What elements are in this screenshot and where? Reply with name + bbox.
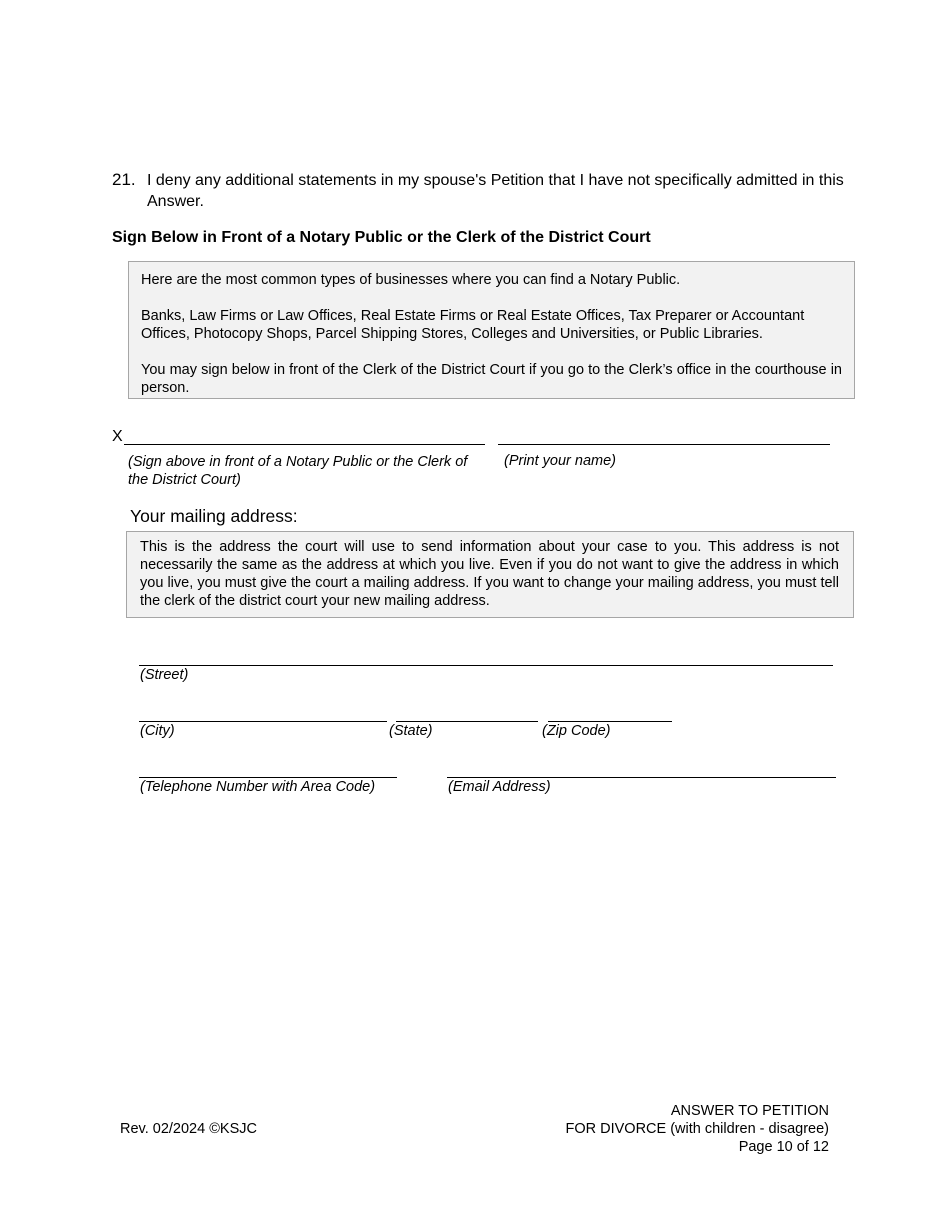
notary-info-box — [128, 261, 855, 399]
mailing-address-label: Your mailing address: — [130, 506, 298, 526]
page-number: Page 10 of 12 — [738, 1139, 829, 1155]
zip-caption: (Zip Code) — [542, 723, 611, 739]
revision-note: Rev. 02/2024 ©KSJC — [120, 1121, 257, 1137]
footer-doc-title — [566, 1102, 830, 1156]
street-caption: (Street) — [140, 667, 189, 683]
city-caption: (City) — [140, 723, 175, 739]
item-number: 21. — [112, 170, 136, 189]
street-line[interactable] — [139, 665, 833, 666]
doc-title-line-2: FOR DIVORCE (with children - disagree) — [565, 1121, 829, 1137]
clerk-note: You may sign below in front of the Clerk of the District Court if you go to the Clerk’s office in the courthouse in person. — [141, 362, 842, 396]
notary-businesses: Banks, Law Firms or Law Offices, Real Estate Firms or Real Estate Offices, Tax Preparer or Accountant Offices, Photocopy Shops, Parcel Shipping Stores, Colleges and Universities, or Public Libraries. — [141, 308, 805, 342]
mailing-info-box: This is the address the court will use to send information about your case to you. This address is not necessarily the same as the address at which you live. Even if you do not want to give the address in which you live, you must give the court a mailing address. If you want to change your mailing address, you must tell the clerk of the district court your new mailing address. — [126, 531, 854, 618]
email-caption: (Email Address) — [448, 779, 551, 795]
state-caption: (State) — [389, 723, 433, 739]
notary-intro: Here are the most common types of businesses where you can find a Notary Public. — [141, 272, 681, 288]
sign-heading: Sign Below in Front of a Notary Public or the Clerk of the District Court — [112, 229, 651, 246]
signature-x-mark: X — [112, 428, 123, 445]
phone-caption: (Telephone Number with Area Code) — [140, 779, 376, 795]
city-line[interactable] — [139, 721, 387, 722]
doc-title-line-1: ANSWER TO PETITION — [670, 1103, 829, 1119]
print-name-caption: (Print your name) — [504, 453, 617, 469]
print-name-line[interactable] — [498, 444, 830, 445]
item-21-text: I deny any additional statements in my spouse's Petition that I have not specifically admitted in this Answer. — [147, 172, 844, 210]
sign-caption: (Sign above in front of a Notary Public or the Clerk of the District Court) — [128, 454, 468, 488]
signature-line[interactable] — [124, 444, 485, 445]
